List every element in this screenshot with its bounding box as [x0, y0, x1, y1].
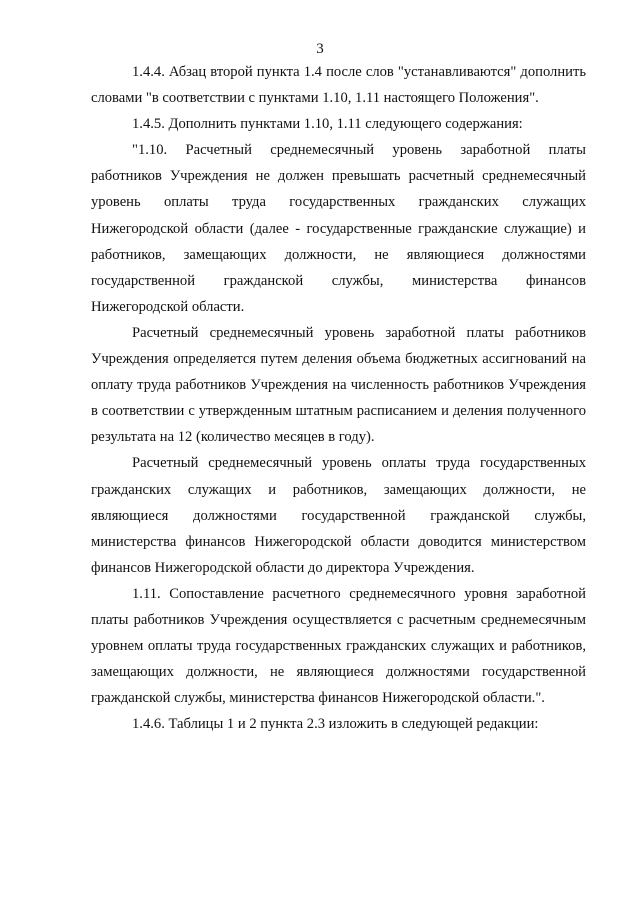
paragraph-salary-level-communication: Расчетный среднемесячный уровень оплаты труда государственных гражданских служащих и работников, замещающих должности, не являющиеся должностями государственной гражданской службы, министерства финансов Нижегородской области доводится министерством финансов Нижегородской области до директора Учреждения.: [91, 455, 586, 576]
paragraph-1-4-4: 1.4.4. Абзац второй пункта 1.4 после слов "устанавливаются" дополнить словами "в соответствии с пунктами 1.10, 1.11 настоящего Положения".: [91, 64, 586, 107]
paragraph-1-4-5: 1.4.5. Дополнить пунктами 1.10, 1.11 следующего содержания:: [132, 116, 523, 133]
paragraph-salary-calculation: Расчетный среднемесячный уровень заработной платы работников Учреждения определяется путем деления объема бюджетных ассигнований на оплату труда работников Учреждения на численность работников Учреждения в соответствии с утвержденным штатным расписанием и деления полученного результата на 12 (количество месяцев в году).: [91, 324, 586, 446]
document-body: [91, 59, 586, 737]
paragraph-1-4-6: 1.4.6. Таблицы 1 и 2 пункта 2.3 изложить в следующей редакции:: [132, 716, 539, 733]
paragraph-1-10: "1.10. Расчетный среднемесячный уровень заработной платы работников Учреждения не должен превышать расчетный среднемесячный уровень оплаты труда государственных гражданских служащих Нижегородской области (далее - государственные гражданские служащие) и работников, замещающих должности, не являющиеся должностями государственной гражданской службы, министерства финансов Нижегородской области.: [91, 142, 586, 315]
paragraph-1-11: 1.11. Сопоставление расчетного среднемесячного уровня заработной платы работников Учреждения осуществляется с расчетным среднемесячным уровнем оплаты труда государственных гражданских служащих и работников, замещающих должности, не являющиеся должностями государственной гражданской службы, министерства финансов Нижегородской области.".: [91, 585, 586, 707]
page-number: 3: [316, 41, 324, 57]
